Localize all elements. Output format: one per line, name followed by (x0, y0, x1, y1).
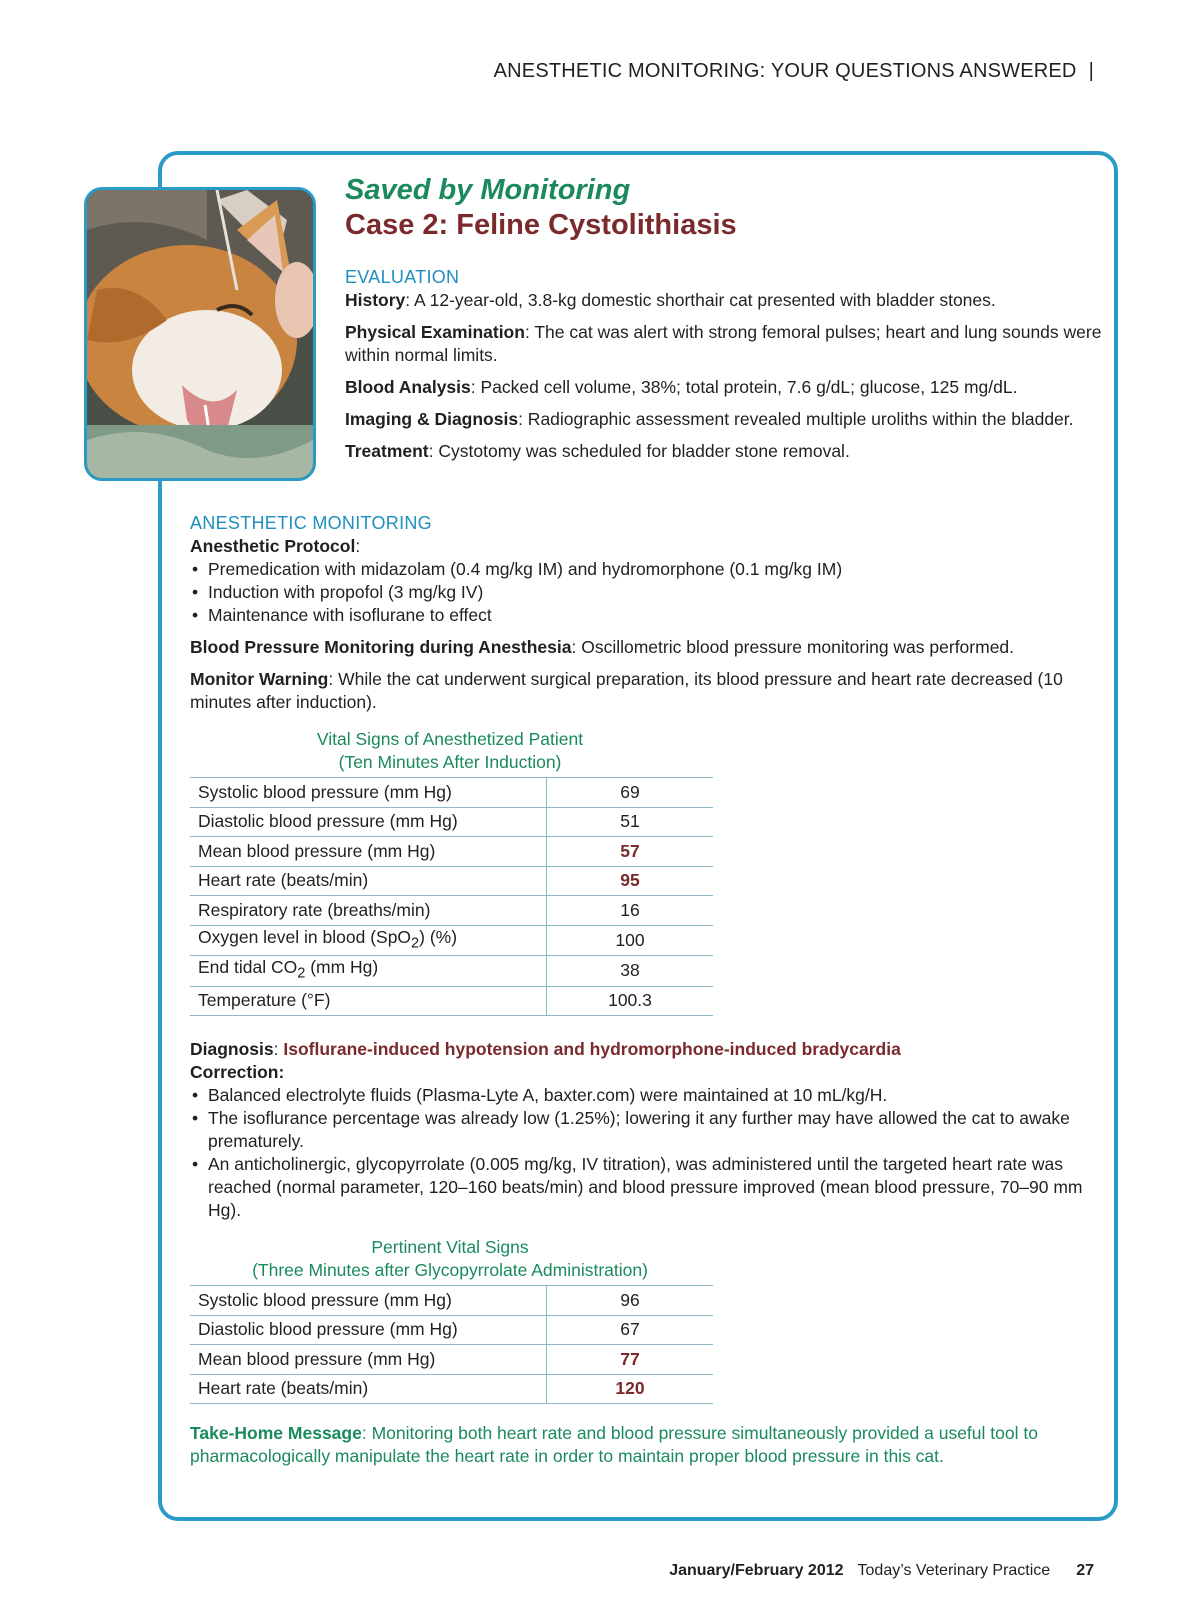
monitor-warning-paragraph (190, 668, 1100, 714)
page-number: 27 (1076, 1562, 1094, 1579)
row-label: Respiratory rate (breaths/min) (190, 896, 547, 926)
blood-analysis-paragraph (345, 376, 1105, 399)
bp-monitoring-paragraph (190, 636, 1100, 659)
row-value: 96 (547, 1286, 714, 1316)
take-home-label: Take-Home Message (190, 1423, 362, 1443)
sidebar-kicker: Saved by Monitoring (345, 174, 631, 206)
treatment-text: : Cystotomy was scheduled for bladder stone removal. (428, 441, 850, 461)
row-value: 100.3 (547, 986, 714, 1016)
row-value: 51 (547, 807, 714, 837)
imaging-text: : Radiographic assessment revealed multiple uroliths within the bladder. (518, 409, 1074, 429)
monitor-warning-label: Monitor Warning (190, 669, 329, 689)
monitoring-section (190, 512, 1100, 1468)
case-title: Case 2: Feline Cystolithiasis (345, 209, 737, 241)
row-value: 16 (547, 896, 714, 926)
table2-caption-line1: Pertinent Vital Signs (371, 1237, 529, 1257)
correction-heading (190, 1061, 1100, 1084)
bp-monitoring-label: Blood Pressure Monitoring during Anesthesia (190, 637, 572, 657)
imaging-label: Imaging & Diagnosis (345, 409, 519, 429)
table-row (190, 925, 713, 956)
row-value: 67 (547, 1315, 714, 1345)
treatment-label: Treatment (345, 441, 429, 461)
take-home-text: : Monitoring both heart rate and blood pressure simultaneously provided a useful tool to pharmacologically manipulate the heart rate in order to maintain proper blood pressure in this cat. (190, 1423, 1038, 1466)
row-value-highlighted: 95 (547, 866, 714, 896)
table2-caption (190, 1236, 710, 1282)
label-part: Oxygen level in blood (SpO (198, 926, 412, 947)
row-value: 38 (547, 956, 714, 987)
list-item: • Induction with propofol (3 mg/kg IV) (190, 581, 1100, 604)
table-row (190, 1374, 713, 1404)
label-part: (mm Hg) (305, 957, 379, 977)
protocol-colon: : (355, 536, 361, 556)
table1-caption-line2: (Ten Minutes After Induction) (338, 752, 562, 772)
row-value: 100 (547, 925, 714, 956)
row-label: Heart rate (beats/min) (190, 866, 547, 896)
running-head-divider: | (1088, 60, 1094, 82)
row-label: Systolic blood pressure (mm Hg) (190, 1286, 547, 1316)
table1-caption (190, 728, 710, 774)
blood-analysis-text: : Packed cell volume, 38%; total protein, 7.6 g/dL; glucose, 125 mg/dL. (470, 377, 1018, 397)
history-label: History (345, 290, 406, 310)
list-item: • An anticholinergic, glycopyrrolate (0.005 mg/kg, IV titration), was administered until the targeted heart rate was reached (normal parameter, 120–160 beats/min) and blood pressure improved (mean blood pressure, 70–90 mm Hg). (190, 1153, 1100, 1222)
row-value: 69 (547, 778, 714, 808)
publication-name: Today’s Veterinary Practice (857, 1562, 1051, 1579)
monitoring-heading: ANESTHETIC MONITORING (190, 513, 432, 533)
physical-exam-paragraph (345, 321, 1105, 367)
cat-photo (84, 187, 316, 481)
correction-list (190, 1084, 1100, 1222)
diagnosis-line (190, 1038, 1100, 1061)
label-subscript: 2 (297, 965, 306, 982)
row-label: Mean blood pressure (mm Hg) (190, 1345, 547, 1375)
diagnosis-colon: : (273, 1039, 279, 1059)
take-home-message (190, 1422, 1100, 1468)
running-head (494, 60, 1094, 83)
row-label: Systolic blood pressure (mm Hg) (190, 778, 547, 808)
table-row (190, 807, 713, 837)
row-label: Diastolic blood pressure (mm Hg) (190, 1315, 547, 1345)
history-text: : A 12-year-old, 3.8-kg domestic shorthair cat presented with bladder stones. (405, 290, 996, 310)
label-part: ) (%) (419, 926, 458, 947)
table-row (190, 896, 713, 926)
table-row (190, 986, 713, 1016)
vital-signs-table-2 (190, 1285, 713, 1404)
page-footer (669, 1562, 1094, 1580)
table-row (190, 1286, 713, 1316)
list-item: • Premedication with midazolam (0.4 mg/kg IM) and hydromorphone (0.1 mg/kg IM) (190, 558, 1100, 581)
table2-caption-line2: (Three Minutes after Glycopyrrolate Administration) (252, 1260, 648, 1280)
row-label (190, 956, 547, 987)
protocol-list (190, 558, 1100, 627)
table-row (190, 837, 713, 867)
issue-date: January/February 2012 (669, 1562, 844, 1579)
row-value-highlighted: 120 (547, 1374, 714, 1404)
list-item: • Maintenance with isoflurane to effect (190, 604, 1100, 627)
evaluation-section (345, 266, 1105, 472)
correction-label: Correction: (190, 1062, 285, 1082)
table-row (190, 956, 713, 987)
bp-monitoring-text: : Oscillometric blood pressure monitoring was performed. (571, 637, 1015, 657)
table-row (190, 1315, 713, 1345)
vital-signs-table-1 (190, 777, 713, 1016)
table-row (190, 778, 713, 808)
treatment-paragraph (345, 440, 1105, 463)
history-paragraph (345, 289, 1105, 312)
row-label: Temperature (°F) (190, 986, 547, 1016)
protocol-label: Anesthetic Protocol (190, 536, 356, 556)
label-subscript: 2 (411, 935, 420, 951)
protocol-heading (190, 535, 1100, 558)
blood-analysis-label: Blood Analysis (345, 377, 471, 397)
table-row (190, 1345, 713, 1375)
table-row (190, 866, 713, 896)
label-part: End tidal CO (198, 957, 298, 977)
physical-exam-label: Physical Examination (345, 322, 525, 342)
row-label: Heart rate (beats/min) (190, 1374, 547, 1404)
table1-caption-line1: Vital Signs of Anesthetized Patient (316, 729, 584, 749)
physical-exam-text: : The cat was alert with strong femoral pulses; heart and lung sounds were within normal limits. (345, 322, 1102, 365)
list-item: • The isoflurance percentage was already low (1.25%); lowering it any further may have allowed the cat to awake prematurely. (190, 1107, 1100, 1153)
row-value-highlighted: 77 (547, 1345, 714, 1375)
row-label: Mean blood pressure (mm Hg) (190, 837, 547, 867)
list-item: • Balanced electrolyte fluids (Plasma-Lyte A, baxter.com) were maintained at 10 mL/kg/H. (190, 1084, 1100, 1107)
row-label (190, 925, 547, 956)
row-label: Diastolic blood pressure (mm Hg) (190, 807, 547, 837)
diagnosis-text: Isoflurane-induced hypotension and hydromorphone-induced bradycardia (283, 1039, 901, 1059)
diagnosis-label: Diagnosis (190, 1039, 274, 1059)
row-value-highlighted: 57 (547, 837, 714, 867)
monitor-warning-text: : While the cat underwent surgical preparation, its blood pressure and heart rate decreased (10 minutes after induction). (190, 669, 1063, 712)
evaluation-heading: EVALUATION (345, 267, 460, 287)
imaging-paragraph (345, 408, 1105, 431)
running-head-text: ANESTHETIC MONITORING: YOUR QUESTIONS ANSWERED (493, 60, 1077, 82)
